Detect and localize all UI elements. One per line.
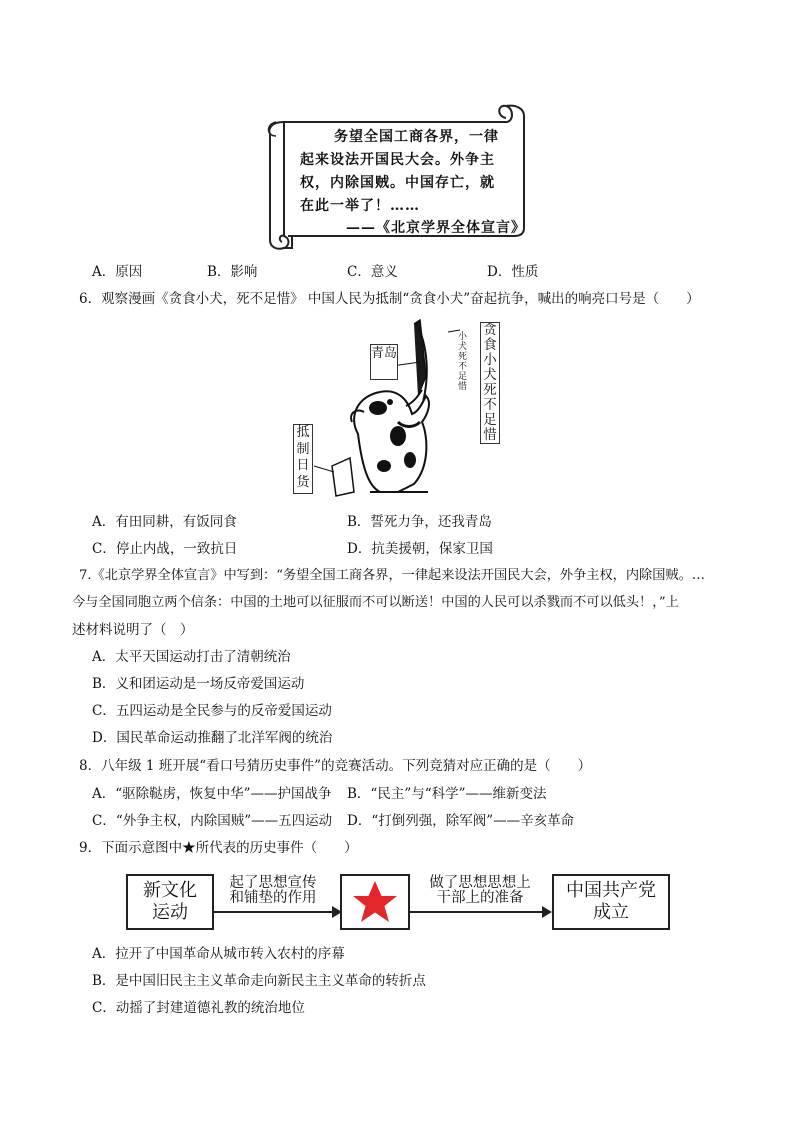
- arrow-label-1: [214, 876, 332, 906]
- box-cpc-founding: [552, 874, 670, 930]
- box-star: [340, 874, 410, 930]
- box-new-culture-line: 新文化: [143, 880, 197, 901]
- box-cpc-line: 成立: [593, 902, 629, 923]
- q9-option-c[interactable]: C．动摇了封建道德礼教的统治地位: [92, 1000, 305, 1016]
- q8-option-c[interactable]: C．“外争主权，内除国贼”——五四运动: [92, 813, 333, 829]
- arrow-label-2-line: 干部上的准备: [436, 890, 524, 906]
- dog-illustration: [288, 316, 508, 498]
- q8-option-a[interactable]: A．“驱除鞑虏，恢复中华”——护国战争: [92, 786, 332, 802]
- q7-stem-line: 7.《北京学界全体宣言》中写到：“务望全国工商各界，一律起来设法开国民大会，外争主权，内除国贼。…: [79, 568, 705, 583]
- arrow-label-2: [410, 876, 550, 906]
- scroll-line: 务望全国工商各界，一律: [334, 129, 499, 145]
- box-new-culture-line: 运动: [152, 902, 188, 923]
- cartoon-dog: [288, 316, 508, 498]
- q7-option-d[interactable]: D．国民革命运动推翻了北洋军阀的统治: [92, 730, 333, 746]
- box-cpc-line: 中国共产党: [566, 880, 656, 901]
- flow-diagram: [120, 866, 680, 936]
- flag-caption: 小犬死不足惜: [458, 332, 468, 392]
- q6-option-a[interactable]: A．有田同耕，有饭同食: [92, 514, 237, 530]
- q8-stem: 8．八年级 1 班开展“看口号猜历史事件”的竞赛活动。下列竞猜对应正确的是（ ）: [79, 758, 592, 774]
- scroll-line: 权，内除国贼。中国存亡，就: [300, 175, 495, 191]
- q5-option-b[interactable]: B．影响: [207, 264, 258, 280]
- q8-option-d[interactable]: D．“打倒列强，除军阀”——辛亥革命: [347, 813, 575, 829]
- q5-option-d[interactable]: D．性质: [487, 264, 539, 280]
- star-icon: [342, 876, 408, 928]
- scroll-figure: [262, 100, 528, 252]
- q6-option-b[interactable]: B．誓死力争，还我青岛: [347, 514, 492, 530]
- q5-option-c[interactable]: C．意义: [347, 264, 398, 280]
- label-qingdao: 青岛: [370, 344, 398, 380]
- q9-option-a[interactable]: A．拉开了中国革命从城市转入农村的序幕: [92, 946, 345, 962]
- q6-stem: 6．观察漫画《贪食小犬，死不足惜》 中国人民为抵制“贪食小犬”奋起抗争，喊出的响亮口号是（ ）: [79, 291, 700, 307]
- arrow-label-1-line: 起了思想宣传: [229, 875, 317, 891]
- q7-option-a[interactable]: A．太平天国运动打击了清朝统治: [92, 649, 291, 665]
- scroll-line: 在此一举了！……: [300, 198, 420, 214]
- q7-stem-line: 今与全国同胞立两个信条：中国的土地可以征服而不可以断送！中国的人民可以杀戮而不可以低头！，”上: [72, 595, 679, 610]
- q9-option-b[interactable]: B．是中国旧民主主义革命走向新民主主义革命的转折点: [92, 973, 426, 989]
- scroll-line: 起来设法开国民大会。外争主: [300, 152, 495, 168]
- q6-option-c[interactable]: C．停止内战，一致抗日: [92, 541, 238, 557]
- arrow-label-1-line: 和铺垫的作用: [229, 890, 317, 906]
- label-boycott: 抵制日货: [293, 424, 313, 494]
- q9-stem: 9．下面示意图中★所代表的历史事件（ ）: [79, 840, 358, 856]
- q5-option-a[interactable]: A．原因: [92, 264, 143, 280]
- arrow-label-2-line: 做了思想思想上: [429, 875, 531, 891]
- q6-option-d[interactable]: D．抗美援朝，保家卫国: [347, 541, 493, 557]
- q7-stem-line: 述材料说明了（ ）: [72, 622, 194, 638]
- scroll-source: ——《北京学界全体宣言》: [346, 220, 526, 236]
- q8-option-b[interactable]: B．“民主”与“科学”——维新变法: [347, 786, 547, 802]
- q7-option-c[interactable]: C．五四运动是全民参与的反帝爱国运动: [92, 703, 332, 719]
- box-new-culture: [126, 874, 214, 930]
- label-title-vertical: 贪食小犬死不足惜: [480, 322, 500, 444]
- q7-option-b[interactable]: B．义和团运动是一场反帝爱国运动: [92, 676, 305, 692]
